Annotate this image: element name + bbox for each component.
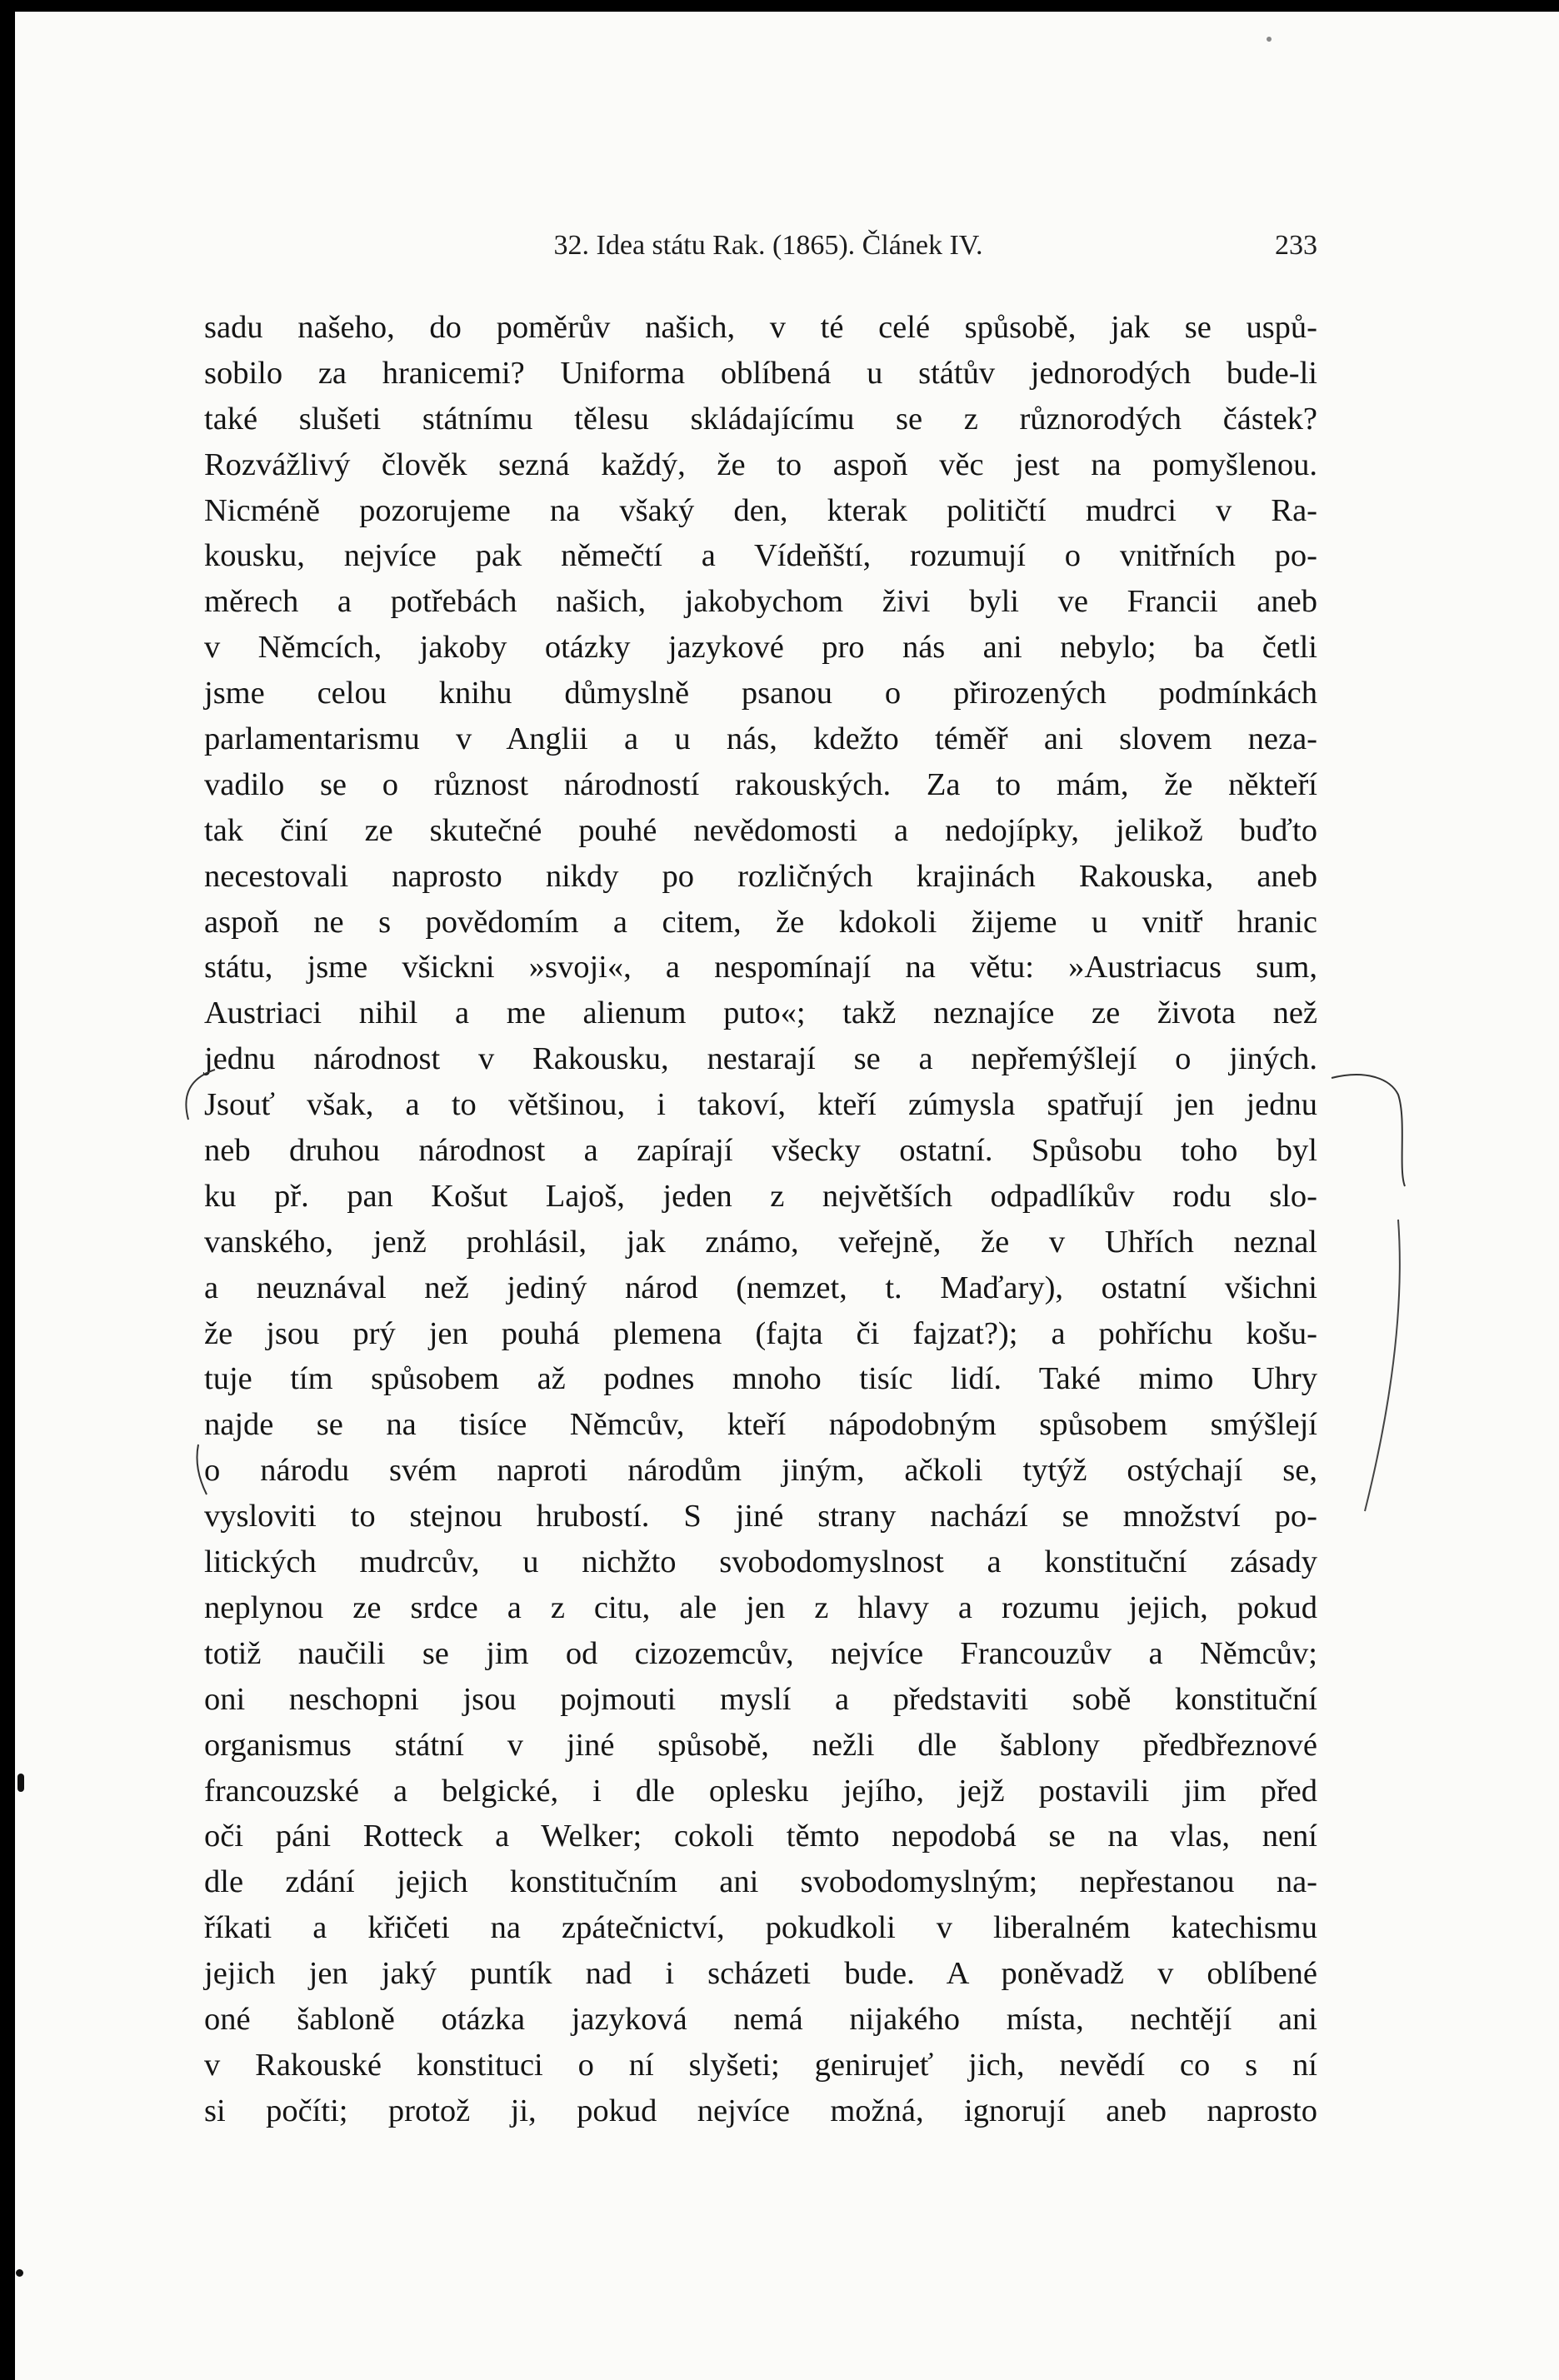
text-line: najde se na tisíce Němcův, kteří nápodobným spůsobem smýšlejí xyxy=(204,1407,1317,1443)
text-line: neb druhou národnost a zapírají všecky ostatní. Spůsobu toho byl xyxy=(204,1133,1317,1169)
margin-dot-mark xyxy=(1267,37,1272,42)
text-line: v Rakouské konstituci o ní slyšeti; genirujeť jich, nevědí co s ní xyxy=(204,2047,1317,2083)
text-line: kousku, nejvíce pak němečtí a Vídeňští, rozumují o vnitřních po- xyxy=(204,538,1317,574)
text-line: francouzské a belgické, i dle oplesku jejího, jejž postavili jim před xyxy=(204,1773,1317,1809)
text-line: necestovali naprosto nikdy po rozličných krajinách Rakouska, aneb xyxy=(204,858,1317,894)
text-line: také slušeti státnímu tělesu skládajícímu se z různorodých částek? xyxy=(204,401,1317,437)
text-line: že jsou prý jen pouhá plemena (fajta či fajzat?); a pohříchu košu- xyxy=(204,1315,1317,1351)
text-line: vysloviti to stejnou hrubostí. S jiné strany nachází se množství po- xyxy=(204,1499,1317,1534)
text-line: oči páni Rotteck a Welker; cokoli těmto nepodobá se na vlas, není xyxy=(204,1819,1317,1854)
text-line: totiž naučili se jim od cizozemcův, nejvíce Francouzův a Němcův; xyxy=(204,1635,1317,1671)
text-line: ku př. pan Košut Lajoš, jeden z největších odpadlíkův rodu slo- xyxy=(204,1178,1317,1214)
page-number: 233 xyxy=(1275,230,1317,261)
text-line: sadu našeho, do poměrův našich, v té celé spůsobě, jak se uspů- xyxy=(204,310,1317,345)
text-line: neplynou ze srdce a z citu, ale jen z hlavy a rozumu jejich, pokud xyxy=(204,1589,1317,1625)
text-line: si počíti; protož ji, pokud nejvíce možná, ignorují aneb naprosto xyxy=(204,2093,1317,2128)
text-line: aspoň ne s povědomím a citem, že kdokoli žijeme u vnitř hranic xyxy=(204,904,1317,940)
chapter-title: 32. Idea státu Rak. (1865). Článek IV. xyxy=(553,230,983,261)
text-line: vanského, jenž prohlásil, jak známo, veřejně, že v Uhřích neznal xyxy=(204,1224,1317,1260)
text-line: parlamentarismu v Anglii a u nás, kdežto téměř ani slovem neza- xyxy=(204,721,1317,757)
text-line: a neuznával než jediný národ (nemzet, t. Maďary), ostatní všichni xyxy=(204,1270,1317,1305)
text-line: tuje tím spůsobem až podnes mnoho tisíc lidí. Také mimo Uhry xyxy=(204,1361,1317,1397)
text-line: jednu národnost v Rakousku, nestarají se a nepřemýšlejí o jiných. xyxy=(204,1041,1317,1077)
text-line: tak činí ze skutečné pouhé nevědomosti a nedojípky, jelikož buďto xyxy=(204,812,1317,848)
text-line: o národu svém naproti národům jiným, ačkoli tytýž ostýchají se, xyxy=(204,1453,1317,1489)
text-line: sobilo za hranicemi? Uniforma oblíbená u státův jednorodých bude-li xyxy=(204,355,1317,391)
text-line: Rozvážlivý člověk sezná každý, že to aspoň věc jest na pomyšlenou. xyxy=(204,447,1317,482)
text-line: oné šabloně otázka jazyková nemá nijakého místa, nechtějí ani xyxy=(204,2001,1317,2037)
text-line: jejich jen jaký puntík nad i scházeti bude. A poněvadž v oblíbené xyxy=(204,1956,1317,1992)
margin-dot-mark xyxy=(16,2269,23,2277)
text-line: Austriaci nihil a me alienum puto«; takž neznajíce ze života než xyxy=(204,995,1317,1031)
text-line: v Němcích, jakoby otázky jazykové pro nás ani nebylo; ba četli xyxy=(204,630,1317,666)
text-line: vadilo se o různost národností rakouských. Za to mám, že někteří xyxy=(204,766,1317,802)
text-line: státu, jsme všickni »svoji«, a nespomínají na větu: »Austriacus sum, xyxy=(204,950,1317,985)
text-line: jsme celou knihu důmyslně psanou o přirozených podmínkách xyxy=(204,676,1317,711)
text-line: měrech a potřebách našich, jakobychom živi byli ve Francii aneb xyxy=(204,584,1317,620)
text-line: říkati a křičeti na zpátečnictví, pokudkoli v liberalném katechismu xyxy=(204,1910,1317,1946)
text-line: Jsouť však, a to většinou, i takoví, kteří zúmysla spatřují jen jednu xyxy=(204,1087,1317,1123)
running-header xyxy=(219,230,1317,272)
text-line: litických mudrcův, u nichžto svobodomyslnost a konstituční zásady xyxy=(204,1544,1317,1580)
text-line: organismus státní v jiné spůsobě, nežli dle šablony předbřeznové xyxy=(204,1727,1317,1763)
book-page xyxy=(15,12,1559,2380)
margin-bracket-mark xyxy=(165,1045,1515,1561)
text-line: dle zdání jejich konstitučním ani svobodomyslným; nepřestanou na- xyxy=(204,1864,1317,1900)
text-line: Nicméně pozorujeme na všaký den, kterak političtí mudrci v Ra- xyxy=(204,492,1317,528)
text-line: oni neschopni jsou pojmouti myslí a představiti sobě konstituční xyxy=(204,1681,1317,1717)
margin-dot-mark xyxy=(17,1774,24,1792)
